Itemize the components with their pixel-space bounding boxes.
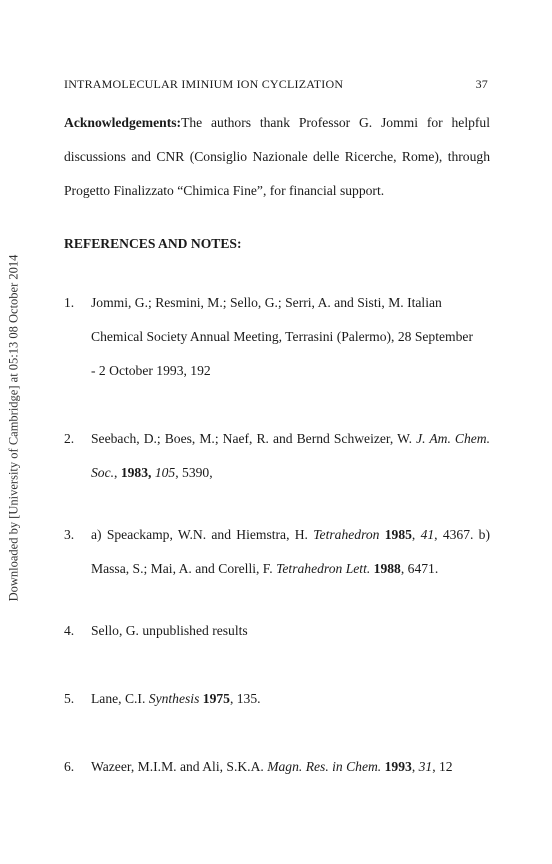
- reference-year: 1993: [384, 759, 412, 774]
- reference-number: 5.: [64, 691, 75, 706]
- reference-text: Wazeer, M.I.M. and Ali, S.K.A. Magn. Res. in Chem. 1993, 31, 12: [91, 759, 453, 774]
- acknowledgements-paragraph: [64, 106, 490, 208]
- reference-volume: 31: [418, 759, 433, 774]
- reference-year: 1988: [373, 561, 401, 576]
- reference-number: 2.: [64, 431, 75, 446]
- reference-number: 1.: [64, 295, 75, 310]
- reference-item-3: [64, 518, 490, 586]
- reference-text: Lane, C.I. Synthesis 1975, 135.: [91, 691, 261, 706]
- references-heading: REFERENCES AND NOTES:: [64, 236, 242, 251]
- journal-title: Magn. Res. in Chem.: [267, 759, 382, 774]
- reference-year: 1983,: [120, 465, 152, 480]
- journal-title: Synthesis: [148, 691, 200, 706]
- reference-number: 6.: [64, 759, 75, 774]
- reference-text: Sello, G. unpublished results: [91, 623, 248, 638]
- reference-number: 3.: [64, 527, 75, 542]
- reference-year: 1975: [202, 691, 230, 706]
- running-title: INTRAMOLECULAR IMINIUM ION CYCLIZATION: [64, 77, 344, 91]
- reference-item-4: [64, 614, 490, 648]
- download-watermark-text: Downloaded by [University of Cambridge] at 05:13 08 October 2014: [6, 254, 21, 602]
- reference-item-6: [64, 750, 490, 784]
- reference-text: Seebach, D.; Boes, M.; Naef, R. and Bernd Schweizer, W. J. Am. Chem. Soc., 1983, 105, 5390,: [91, 431, 490, 480]
- reference-number: 4.: [64, 623, 75, 638]
- reference-volume: 41: [420, 527, 435, 542]
- reference-volume: 105: [154, 465, 176, 480]
- reference-line: Jommi, G.; Resmini, M.; Sello, G.; Serri, A. and Sisti, M. Italian: [91, 295, 442, 310]
- reference-item-2: [64, 422, 490, 490]
- reference-text: a) Speackamp, W.N. and Hiemstra, H. Tetrahedron 1985, 41, 4367. b) Massa, S.; Mai, A. and Corelli, F. Tetrahedron Lett. 1988, 6471.: [91, 527, 491, 576]
- reference-line: - 2 October 1993, 192: [91, 363, 211, 378]
- journal-title: J. Am.: [416, 431, 451, 446]
- page-number: 37: [475, 77, 488, 91]
- reference-item-1: [64, 286, 490, 388]
- journal-title: Chem. Soc.: [91, 431, 490, 480]
- reference-item-5: [64, 682, 490, 716]
- journal-title: Tetrahedron Lett.: [276, 561, 371, 576]
- acknowledgements-text: The authors thank Professor G. Jommi for helpful discussions and CNR (Consiglio Nazionale delle Ricerche, Rome), through Progetto Finalizzato “Chimica Fine”, for financial support.: [64, 115, 490, 198]
- running-header: [64, 77, 488, 92]
- download-watermark: [0, 0, 28, 864]
- acknowledgements-label: Acknowledgements:: [64, 115, 182, 130]
- reference-line: Chemical Society Annual Meeting, Terrasini (Palermo), 28 September: [91, 329, 473, 344]
- journal-title: Tetrahedron: [313, 527, 380, 542]
- reference-year: 1985: [384, 527, 412, 542]
